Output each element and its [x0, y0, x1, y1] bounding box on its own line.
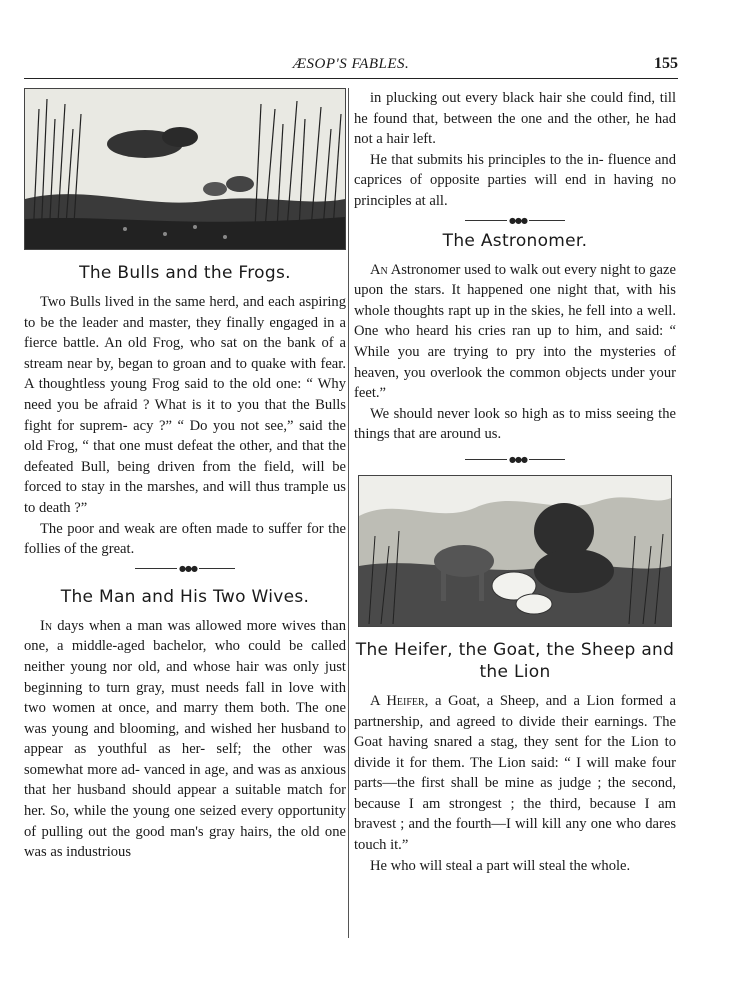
fable-moral: The poor and weak are often made to suffer for the follies of the great.: [24, 520, 346, 558]
lion-goat-illustration: [358, 475, 672, 627]
bulls-frogs-illustration: [24, 88, 346, 250]
fable-paragraph: [24, 616, 346, 863]
fable-paragraph-continued: in plucking out every black hair she could find, till he found that, between the one and the other, he had not a hair left.: [354, 90, 676, 148]
lead-word: In: [40, 617, 53, 634]
fable-title: The Heifer, the Goat, the Sheep and the Lion: [355, 639, 675, 682]
engraving-lion-goat-sheep: [359, 476, 671, 626]
separator-ornament-icon: ●●●: [179, 563, 197, 573]
fable-moral: We should never look so high as to miss seeing the things that are around us.: [354, 405, 676, 443]
section-separator: [135, 564, 235, 574]
fable-title: The Man and His Two Wives.: [60, 586, 310, 607]
paragraph-text: days when a man was allowed more wives than one, a middle-aged bachelor, who could be called neither young nor old, and whose hair was only just beginning to turn gray, must needs fall in love with two women at once, and marry them both. The one was young and blooming, and wished her husband to appear as youthful as her- self; the other was somewhat more ad- vanced in age, and was as anxious that her husband should appear a suitable match for her. So, while the young one seized every opportunity of pulling out the good man's gray hairs, the old one was as industrious: [24, 617, 346, 861]
separator-ornament-icon: ●●●: [509, 454, 527, 464]
fable-moral: He that submits his principles to the in- fluence and caprices of opposite parties will end in having no principles at all.: [354, 151, 676, 209]
fable-title: The Bulls and the Frogs.: [79, 263, 291, 283]
lead-word: A Heifer: [370, 692, 425, 709]
right-column: [354, 88, 676, 876]
lead-word: An: [370, 261, 388, 278]
fable-paragraph: Two Bulls lived in the same herd, and each aspiring to be the leader and master, they finally engaged in a fierce battle. An old Frog, who sat on the bank of a stream near by, began to groan and to quake with fear. A thoughtless young Frog said to the old one: “ Why need you be afraid ? What is it to you that the Bulls fight for suprem- acy ?” “ Do you not see,” said the old Frog, “ that one must defeat the other, and that the defeated Bull, being driven from the field, will be forced to stay in the marshes, and will thus trample us to death ?”: [24, 294, 346, 516]
paragraph-text: , a Goat, a Sheep, and a Lion formed a partnership, and agreed to divide their earnings. The Goat having snared a stag, they sent for the Lion to divide it for them. The Lion said: “ I will make four parts—the first shall be mine as judge ; the second, because I am strongest ; the third, because I am bravest ; and the fourth—I will kill any one who dares touch it.”: [354, 692, 676, 854]
separator-ornament-icon: ●●●: [509, 215, 527, 225]
left-column: [24, 88, 346, 863]
fable-moral: He who will steal a part will steal the whole.: [370, 857, 631, 874]
column-rule: [348, 88, 349, 938]
fable-paragraph: [354, 691, 676, 856]
section-separator: [465, 216, 565, 226]
fable-title: The Astronomer.: [442, 230, 588, 251]
section-separator: [465, 455, 565, 465]
running-head: [24, 52, 678, 79]
paragraph-text: Astronomer used to walk out every night to gaze upon the stars. It happened one night that, with his whole thoughts rapt up in the skies, he fell into a well. One who heard his cries ran up to him, and said: “ While you are trying to pry into the mysteries of heaven, you overlook the common objects under your feet.”: [354, 261, 676, 402]
running-title: ÆSOP'S FABLES.: [292, 56, 410, 72]
fable-paragraph: [354, 260, 676, 404]
page-number: 155: [654, 55, 678, 72]
engraving-bulls-frogs: [25, 89, 345, 249]
